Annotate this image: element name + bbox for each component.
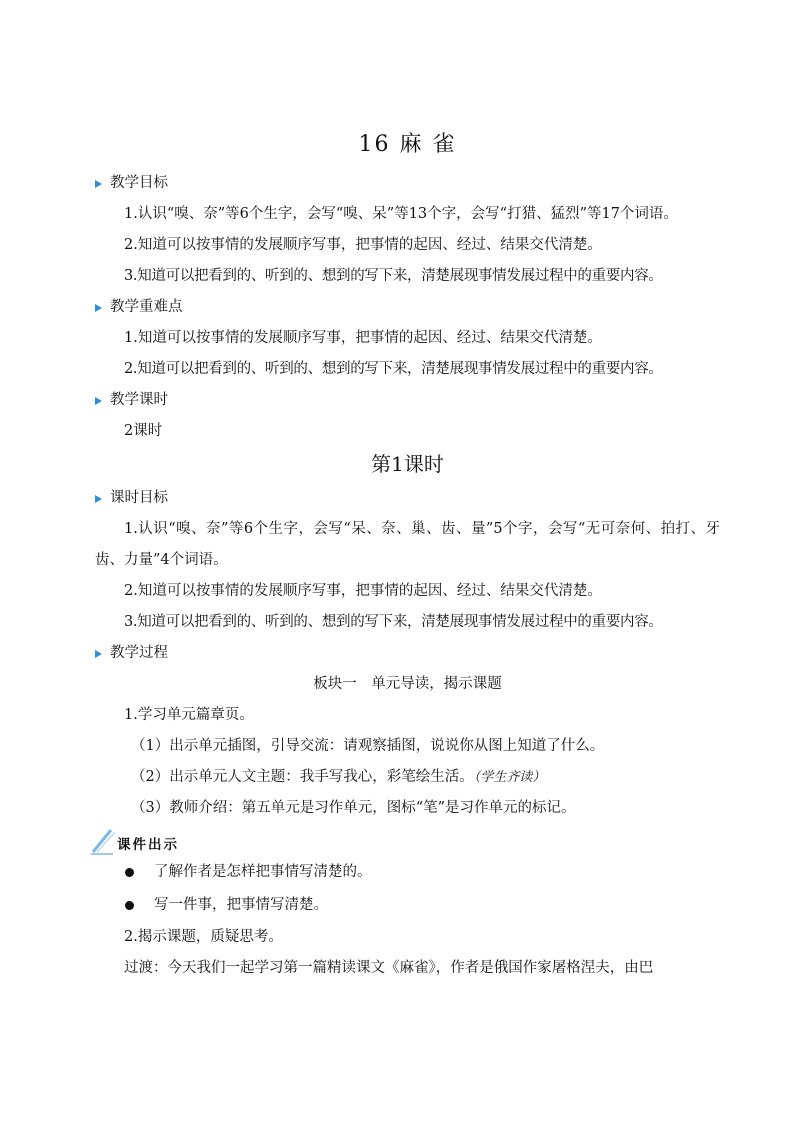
heading-text: 教学课时 xyxy=(110,392,168,408)
courseware-label xyxy=(89,826,720,856)
triangle-bullet-icon xyxy=(95,495,102,503)
hours-text: 2课时 xyxy=(124,423,163,439)
goal-item: 2.知道可以按事情的发展顺序写事，把事情的起因、经过、结果交代清楚。 xyxy=(124,237,602,253)
heading-text: 教学过程 xyxy=(110,645,168,661)
triangle-bullet-icon xyxy=(95,180,102,188)
triangle-bullet-icon xyxy=(95,304,102,312)
section-heading-process xyxy=(95,638,720,669)
step-1-sub-1: （1）出示单元插图，引导交流：请观察插图，说说你从图上知道了什么。 xyxy=(131,738,605,754)
step-1-sub-3: （3）教师介绍：第五单元是习作单元，图标“笔”是习作单元的标记。 xyxy=(131,800,576,816)
courseware-bullet-item xyxy=(95,856,720,889)
section-heading-key-points xyxy=(95,292,720,323)
bullet-dot-icon xyxy=(125,868,134,877)
heading-text: 教学重难点 xyxy=(110,299,183,315)
key-item: 1.知道可以按事情的发展顺序写事，把事情的起因、经过、结果交代清楚。 xyxy=(124,330,602,346)
section-heading-goals xyxy=(95,168,720,199)
courseware-bullet-item xyxy=(95,889,720,922)
step-2: 2.揭示课题，质疑思考。 xyxy=(124,929,283,945)
section-heading-hours xyxy=(95,385,720,416)
courseware-label-text: 课件出示 xyxy=(117,837,179,853)
lesson-title: 第1课时 xyxy=(371,452,444,476)
lesson-goal-item: 1.认识“嗅、奈”等6个生字，会写“呆、奈、巢、齿、量”5个字，会写“无可奈何、拍打、牙齿、力量”4个词语。 xyxy=(95,521,720,568)
section-heading-lesson-goals xyxy=(95,483,720,514)
triangle-bullet-icon xyxy=(95,650,102,658)
block-title: 板块一 单元导读，揭示课题 xyxy=(313,676,502,692)
goal-item: 1.认识“嗅、奈”等6个生字，会写“嗅、呆”等13个字，会写“打猎、猛烈”等17个词语。 xyxy=(124,206,678,222)
goal-item: 3.知道可以把看到的、听到的、想到的写下来，清楚展现事情发展过程中的重要内容。 xyxy=(124,268,663,284)
page-title: 16 麻 雀 xyxy=(358,132,457,157)
step-1: 1.学习单元篇章页。 xyxy=(124,707,254,723)
document-content xyxy=(95,128,720,984)
transition-text: 过渡：今天我们一起学习第一篇精读课文《麻雀》，作者是俄国作家屠格涅夫，由巴 xyxy=(124,960,654,976)
key-item: 2.知道可以把看到的、听到的、想到的写下来，清楚展现事情发展过程中的重要内容。 xyxy=(124,361,663,377)
step-1-sub-2 xyxy=(95,762,720,793)
bullet-dot-icon xyxy=(125,901,134,910)
sub-2-note: （学生齐读） xyxy=(473,770,546,785)
triangle-bullet-icon xyxy=(95,397,102,405)
heading-text: 课时目标 xyxy=(110,490,168,506)
courseware-pen-icon xyxy=(89,826,119,856)
bullet-text: 了解作者是怎样把事情写清楚的。 xyxy=(154,864,372,880)
heading-text: 教学目标 xyxy=(110,175,168,191)
bullet-text: 写一件事，把事情写清楚。 xyxy=(154,897,328,913)
sub-2-text: （2）出示单元人文主题：我手写我心，彩笔绘生活。 xyxy=(131,769,474,785)
lesson-goal-item: 3.知道可以把看到的、听到的、想到的写下来，清楚展现事情发展过程中的重要内容。 xyxy=(124,614,663,630)
lesson-goal-item: 2.知道可以按事情的发展顺序写事，把事情的起因、经过、结果交代清楚。 xyxy=(124,583,602,599)
